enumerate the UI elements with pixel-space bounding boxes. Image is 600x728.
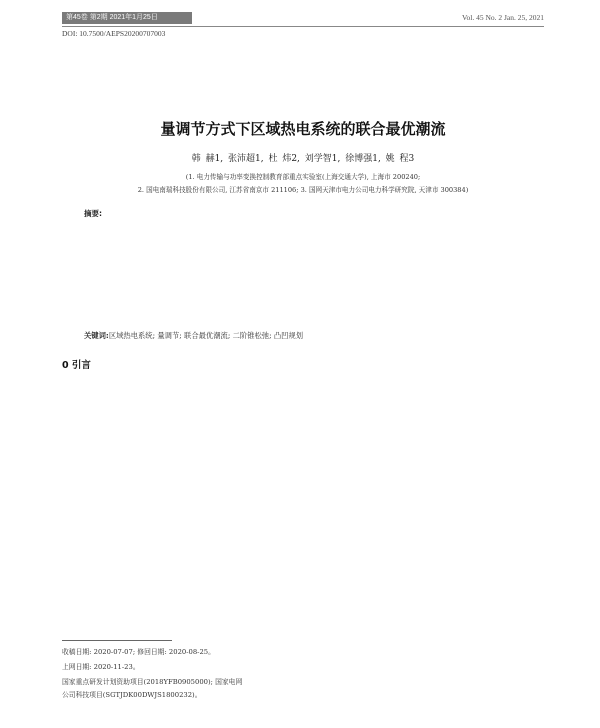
abstract-label: 摘要: [84,209,102,218]
affiliation-line-1: (1. 电力传输与功率变换控制教育部重点实验室(上海交通大学), 上海市 200240; [185,173,421,181]
header-divider [62,26,544,27]
footnote-funding-1: 国家重点研发计划资助项目(2018YFB0905000); 国家电网 [62,678,243,686]
affiliation-line-2: 2. 国电南瑞科技股份有限公司, 江苏省南京市 211106; 3. 国网天津市电力公司电力科学研究院, 天津市 300384) [137,186,469,194]
keywords [84,331,303,341]
journal-volume-label: Vol. 45 No. 2 Jan. 25, 2021 [462,13,544,22]
footnote-divider [62,640,172,641]
keywords-label: 关键词: [84,331,109,340]
doi: DOI: 10.7500/AEPS20200707003 [62,29,166,38]
footnote-received: 收稿日期: 2020-07-07; 修回日期: 2020-08-25。 [62,648,215,656]
paper-title: 量调节方式下区域热电系统的联合最优潮流 [160,120,446,138]
keywords-list: 区域热电系统; 量调节; 联合最优潮流; 二阶锥松弛; 凸凹规划 [108,331,304,340]
journal-issue-label: 第45卷 第2期 2021年1月25日 [62,12,192,24]
authors: 韩 赫1, 张沛超1, 杜 炜2, 刘学智1, 徐博强1, 姚 程3 [191,154,415,164]
section-title: 0 引言 [62,360,91,371]
footnote-funding-2: 公司科技项目(SGTJDK00DWJS1800232)。 [62,691,202,699]
footnote-online: 上网日期: 2020-11-23。 [62,663,140,671]
